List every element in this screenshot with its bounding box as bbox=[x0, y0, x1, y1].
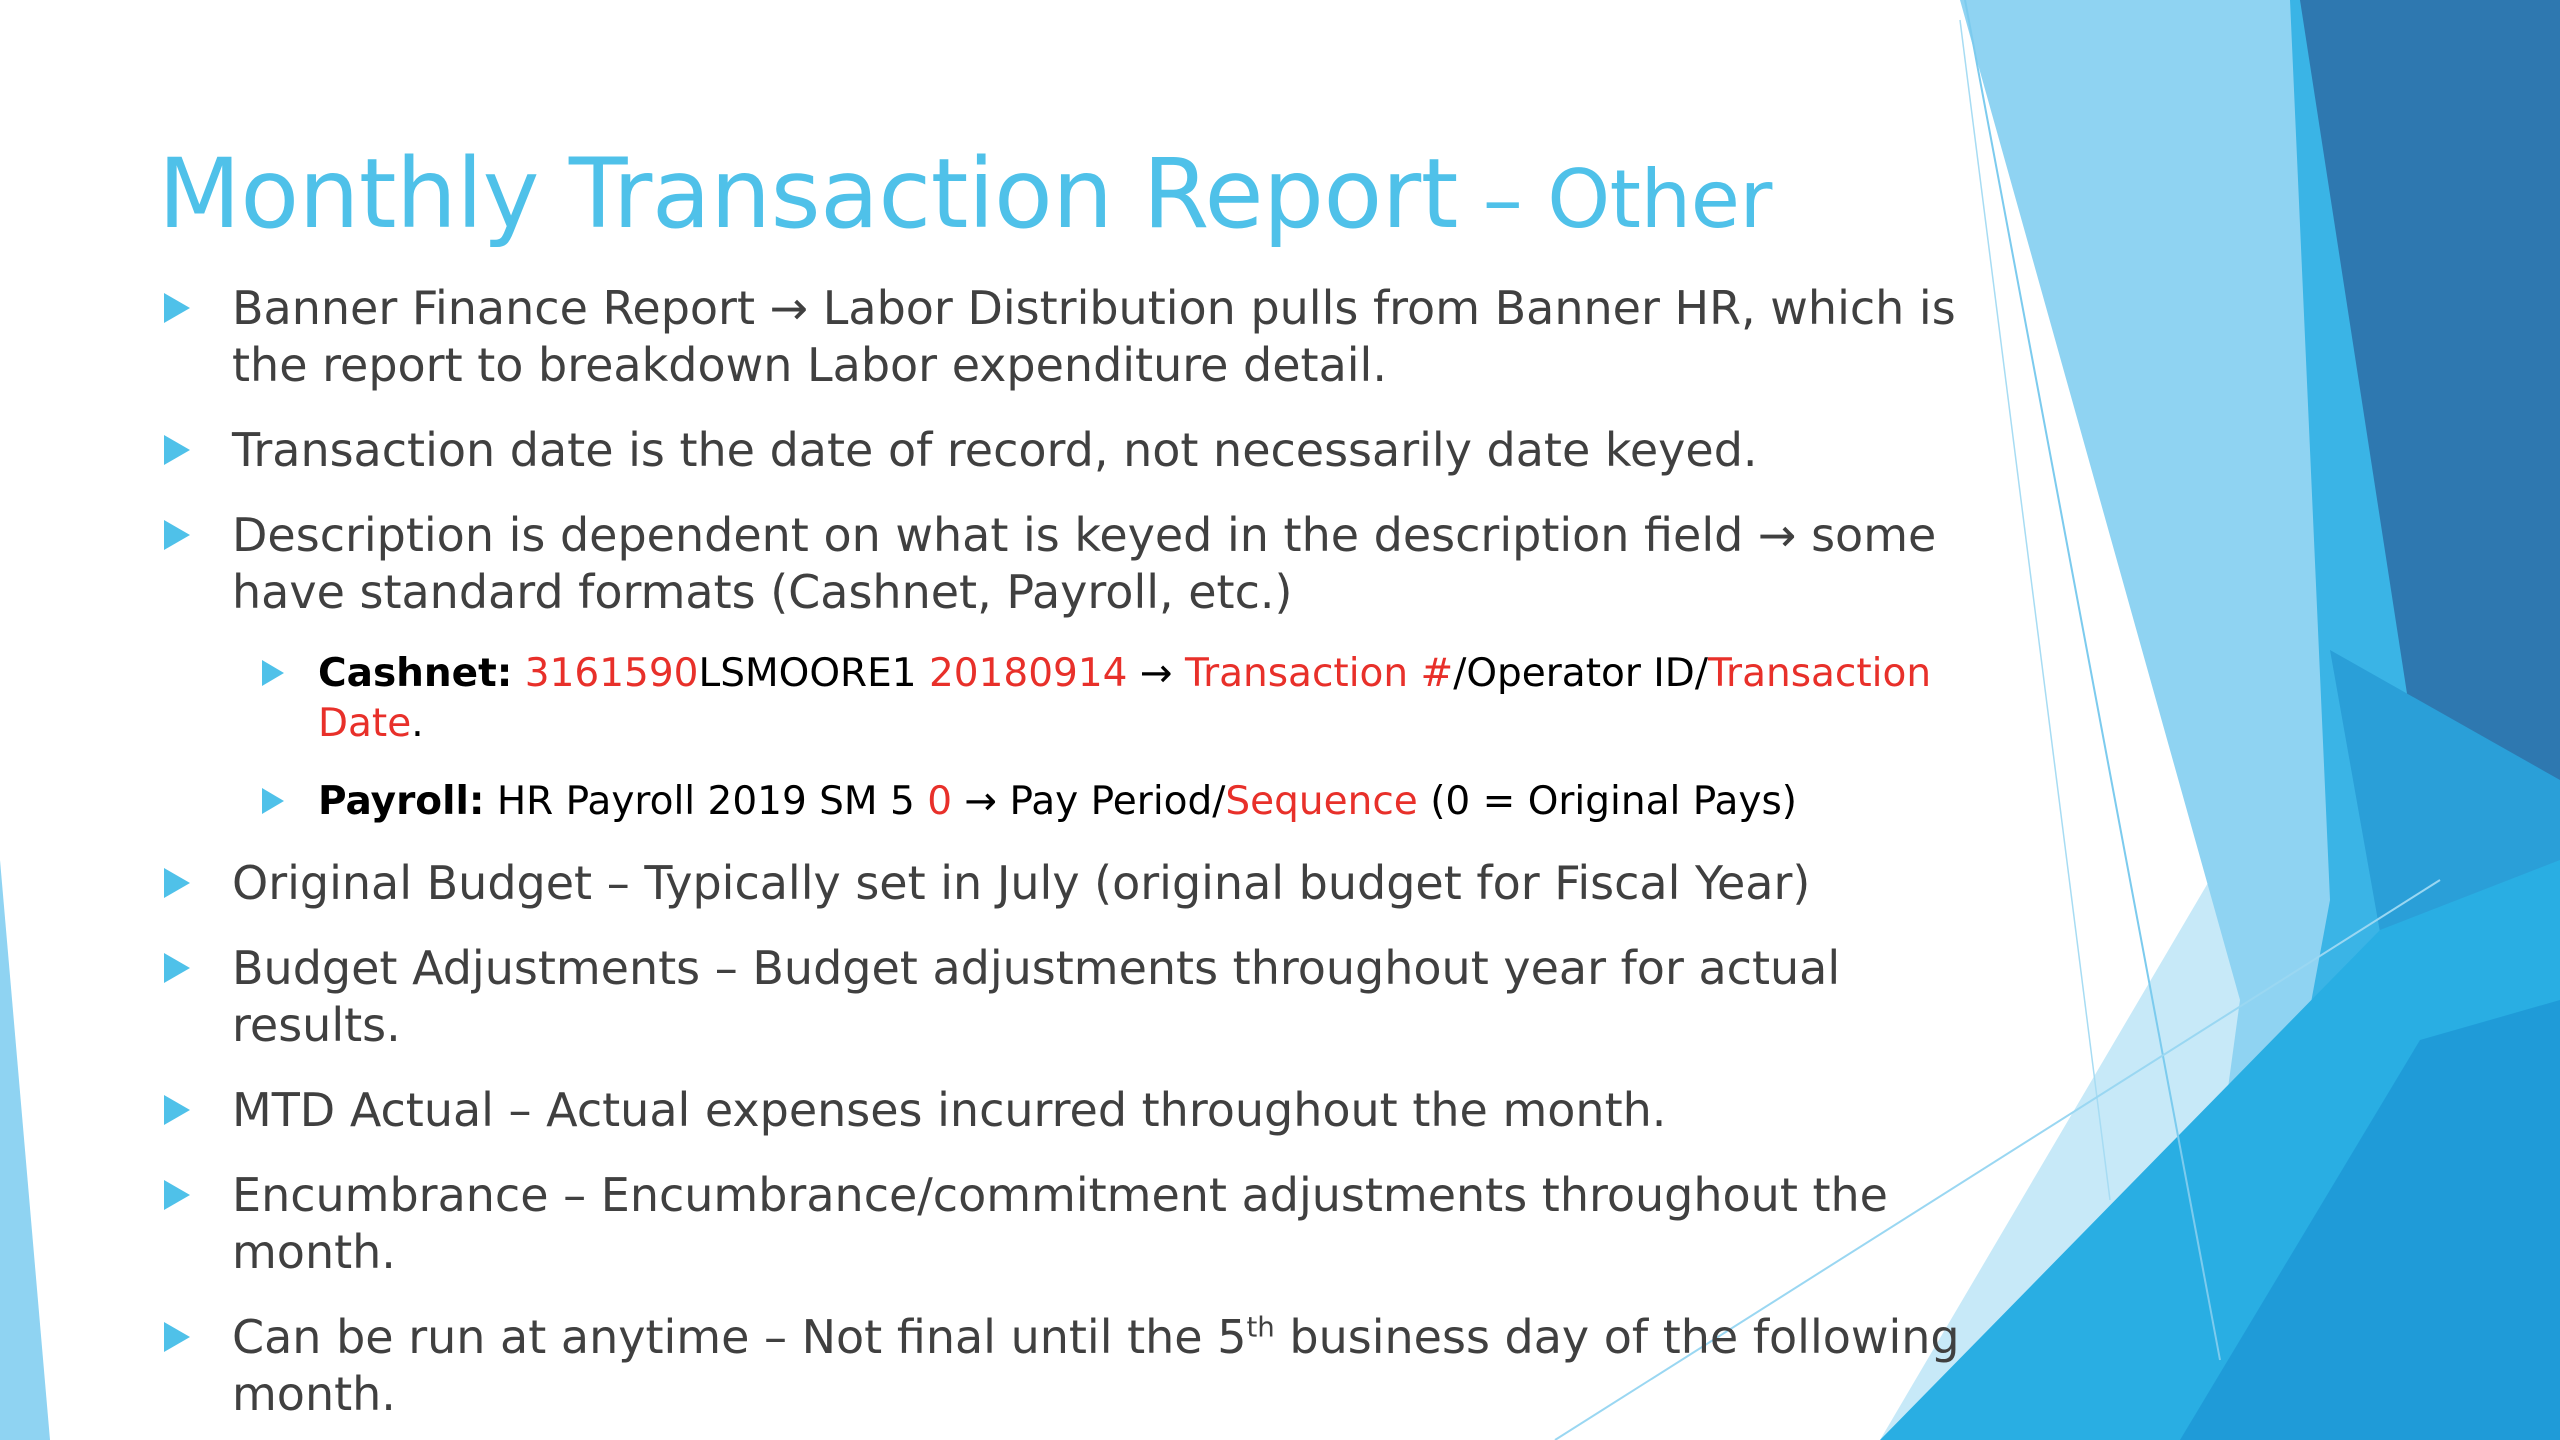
left-edge-sliver bbox=[0, 860, 50, 1440]
cashnet-operator-id: /Operator ID/ bbox=[1453, 651, 1708, 696]
title-sub: Other bbox=[1547, 153, 1772, 246]
payroll-text: HR Payroll 2019 SM 5 bbox=[496, 779, 915, 824]
payroll-note: (0 = Original Pays) bbox=[1430, 779, 1797, 824]
triangle-bullet-icon bbox=[164, 1322, 190, 1352]
sub-bullet-payroll bbox=[160, 777, 1990, 827]
triangle-bullet-icon bbox=[262, 788, 284, 814]
bullet-text-after: business day of the following month. bbox=[232, 1310, 1960, 1421]
payroll-pay-period: Pay Period/ bbox=[1009, 779, 1226, 824]
bullet-item bbox=[160, 422, 1990, 479]
title-dash: – bbox=[1457, 153, 1548, 246]
bullet-item bbox=[160, 507, 1990, 621]
triangle-bullet-icon bbox=[164, 953, 190, 983]
slide-title bbox=[158, 138, 1772, 250]
bullet-item bbox=[160, 280, 1990, 394]
payroll-arrow: → bbox=[964, 779, 998, 824]
triangle-bullet-icon bbox=[164, 1180, 190, 1210]
triangle-bullet-icon bbox=[164, 293, 190, 323]
bullet-text-before: Can be run at anytime – Not final until the 5 bbox=[232, 1310, 1247, 1364]
cashnet-label: Cashnet: bbox=[318, 651, 513, 696]
bullet-item bbox=[160, 1082, 1990, 1139]
bullet-text: Description is dependent on what is keyed in the description field → some have standard formats (Cashnet, Payroll, etc.) bbox=[232, 508, 1937, 619]
cashnet-id-rest: LSMOORE1 bbox=[698, 651, 917, 696]
bullet-text: Original Budget – Typically set in July (original budget for Fiscal Year) bbox=[232, 856, 1811, 910]
bullet-item bbox=[160, 940, 1990, 1054]
cashnet-transaction-date: Transaction Date bbox=[318, 651, 1932, 746]
sub-bullet-cashnet bbox=[160, 649, 1990, 749]
bullet-item bbox=[160, 855, 1990, 912]
bullet-text: MTD Actual – Actual expenses incurred throughout the month. bbox=[232, 1083, 1667, 1137]
bullet-text: Budget Adjustments – Budget adjustments throughout year for actual results. bbox=[232, 941, 1841, 1052]
bullet-item bbox=[160, 1309, 1990, 1423]
triangle-bullet-icon bbox=[164, 435, 190, 465]
cashnet-date: 20180914 bbox=[928, 651, 1128, 696]
cashnet-id-red: 3161590 bbox=[524, 651, 699, 696]
bullet-text: Banner Finance Report → Labor Distribution pulls from Banner HR, which is the report to breakdown Labor expenditure detail. bbox=[232, 281, 1956, 392]
bullet-text: Transaction date is the date of record, not necessarily date keyed. bbox=[232, 423, 1758, 477]
payroll-sequence-value: 0 bbox=[927, 779, 953, 824]
triangle-bullet-icon bbox=[164, 520, 190, 550]
ordinal-suffix: th bbox=[1246, 1310, 1275, 1344]
cashnet-transaction-number: Transaction # bbox=[1185, 651, 1454, 696]
cashnet-arrow: → bbox=[1139, 651, 1173, 696]
title-main: Monthly Transaction Report bbox=[158, 138, 1458, 250]
bullet-text: Encumbrance – Encumbrance/commitment adjustments throughout the month. bbox=[232, 1168, 1888, 1279]
cashnet-end: . bbox=[411, 701, 424, 746]
payroll-sequence: Sequence bbox=[1225, 779, 1418, 824]
triangle-bullet-icon bbox=[164, 868, 190, 898]
payroll-label: Payroll: bbox=[318, 779, 485, 824]
bullet-list bbox=[160, 280, 1990, 1440]
triangle-bullet-icon bbox=[262, 660, 284, 686]
bullet-item bbox=[160, 1167, 1990, 1281]
triangle-bullet-icon bbox=[164, 1095, 190, 1125]
